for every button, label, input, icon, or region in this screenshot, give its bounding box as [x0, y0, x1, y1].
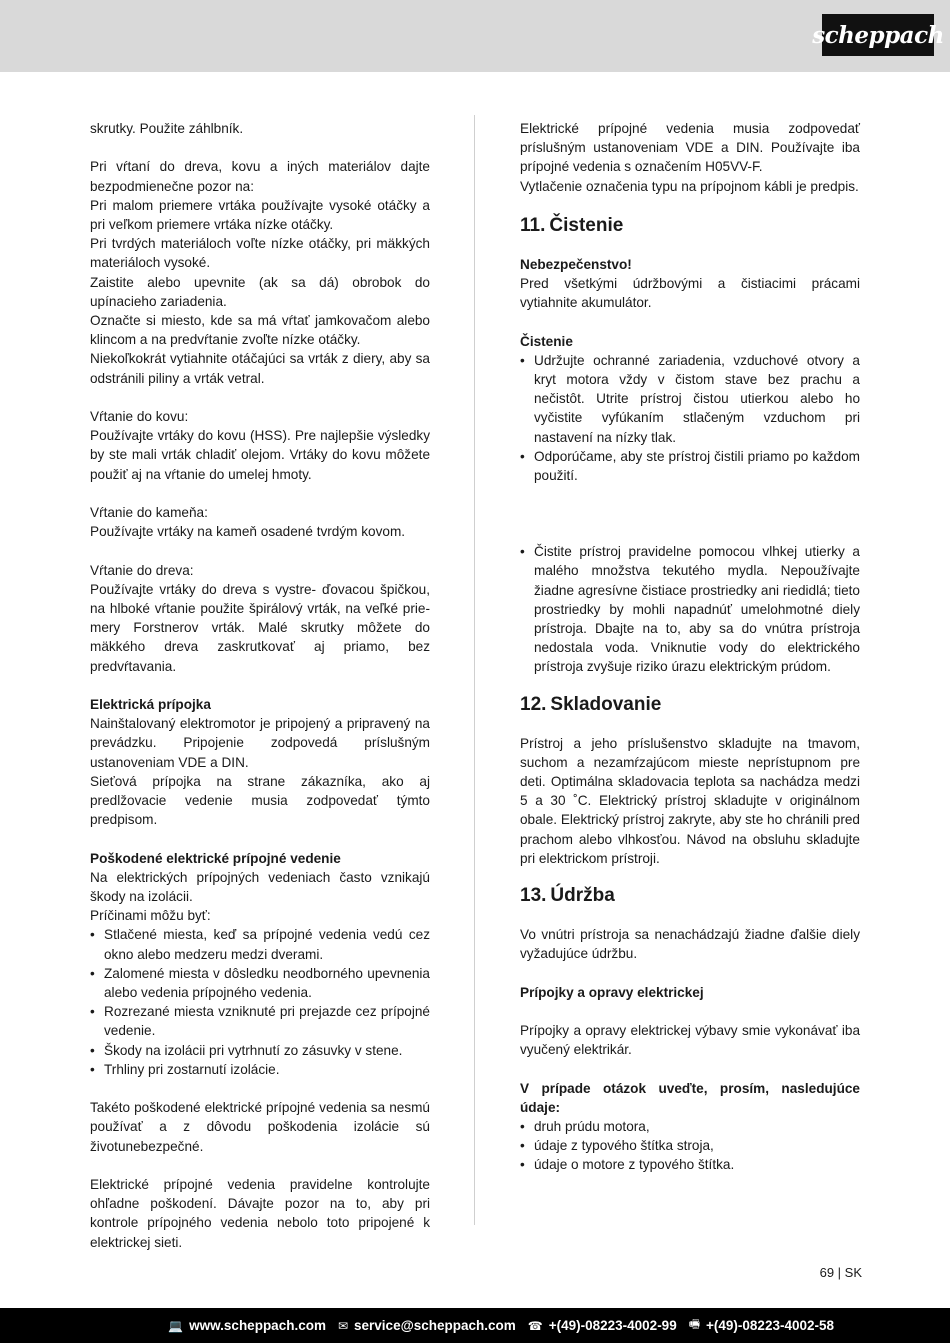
footer-phone [528, 1318, 677, 1333]
fax-icon: 🖷 [688, 1317, 701, 1331]
subheading: Vŕtanie do kovu: [90, 409, 189, 425]
list-item: • Rozrezané miesta vzniknuté pri prejazde cez prípojné vedenie. [90, 1002, 430, 1040]
paragraph: Sieťová prípojka na strane zákazníka, ako aj predlžovacie vedenie musia zodpovedať týmto predpisom. [90, 773, 430, 828]
computer-icon: 💻 [168, 1318, 184, 1333]
list-item: • údaje z typového štítka stroja, [520, 1136, 860, 1155]
paragraph: Používajte vrtáky do dreva s vystre- ďovacou špičkou, na hlboké vŕtanie použite špirálový vrták, na veľké prie-mery Forstnerov vrták. Malé skrutky môžete do mäkkého dreva zaskrutkovať aj priamo, bez predvŕtavania. [90, 581, 430, 674]
website-link[interactable]: www.scheppach.com [189, 1318, 326, 1333]
subsection-title: V prípade otázok uveďte, prosím, nasledujúce údaje: [520, 1080, 860, 1115]
section-title: Čistenie [549, 214, 624, 236]
bullet-list [520, 1117, 860, 1175]
section-title: Elektrická prípojka [90, 697, 211, 713]
paragraph: Niekoľkokrát vytiahnite otáčajúci sa vrták z diery, aby sa odstránili piliny a vrták vetral. [90, 351, 430, 386]
paragraph: Označte si miesto, kde sa má vŕtať jamkovačom alebo klincom a na predvŕtanie zvoľte nízke otáčky. [90, 313, 430, 348]
list-item: • Trhliny pri zostarnutí izolácie. [90, 1060, 430, 1079]
subsection-title: Čistenie [520, 333, 573, 349]
paragraph: Používajte vrtáky na kameň osadené tvrdým kovom. [90, 524, 406, 540]
section-number: 11. [520, 214, 546, 236]
paragraph: Príčinami môžu byť: [90, 908, 211, 924]
danger-title: Nebezpečenstvo! [520, 256, 632, 272]
section-heading-maintenance [520, 884, 860, 908]
section-number: 13. [520, 885, 547, 907]
subsection-title: Prípojky a opravy elektrickej [520, 984, 704, 1000]
list-item: • druh prúdu motora, [520, 1117, 860, 1136]
paragraph: Pri malom priemere vrtáka používajte vysoké otáčky a pri veľkom priemere vrtáka nízke otáčky. [90, 197, 430, 232]
paragraph: Pred všetkými údržbovými a čistiacimi prácami vytiahnite akumulátor. [520, 276, 860, 311]
section-number: 12. [520, 693, 547, 715]
list-item: • Udržujte ochranné zariadenia, vzduchové otvory a kryt motora vždy v čistom stave bez prachu a nečistôt. Utrite prístroj čistou utierkou alebo ho vyčistite vyfúkaním stlačeným vzduchom pri nastavení na nízky tlak. [520, 351, 860, 447]
paragraph: Takéto poškodené elektrické prípojné vedenia sa nesmú používať a z dôvodu poškodenia izolácie sú životunebezpečné. [90, 1100, 430, 1154]
phone-number: +(49)-08223-4002-99 [548, 1318, 677, 1333]
paragraph: Vytlačenie označenia typu na prípojnom kábli je predpis. [520, 178, 859, 194]
right-column [520, 119, 860, 1175]
paragraph: Nainštalovaný elektromotor je pripojený a pripravený na prevádzku. Pripojenie zodpovedá príslušným ustanoveniam VDE a DIN. [90, 716, 430, 770]
paragraph: Elektrické prípojné vedenia pravidelne kontrolujte ohľadne poškodení. Dávajte pozor na to, aby pri kontrole prípojného vedenia nebolo toto pripojené k elektrickej sieti. [90, 1177, 430, 1250]
subheading: Vŕtanie do kameňa: [90, 505, 208, 521]
footer-website[interactable] [168, 1318, 326, 1333]
paragraph: Používajte vrtáky do kovu (HSS). Pre najlepšie výsledky by ste mali vrták chladiť olejom. Vrtáky do kovu môžete použiť aj na vŕtanie do umelej hmoty. [90, 428, 430, 482]
mail-icon: ✉ [337, 1318, 349, 1333]
section-title: Poškodené elektrické prípojné vedenie [90, 850, 341, 866]
section-title: Údržba [550, 885, 615, 907]
paragraph: Na elektrických prípojných vedeniach často vznikajú škody na izolácii. [90, 869, 430, 905]
list-item: • Zalomené miesta v dôsledku neodborného upevnenia alebo vedenia prípojného vedenia. [90, 964, 430, 1002]
list-item: • Stlačené miesta, keď sa prípojné vedenia vedú cez okno alebo medzeru medzi dverami. [90, 925, 430, 963]
header-bar [0, 0, 950, 72]
paragraph: Prípojky a opravy elektrickej výbavy smie vykonávať iba vyučený elektrikár. [520, 1023, 860, 1058]
footer-email[interactable] [338, 1318, 516, 1333]
bullet-list [90, 925, 430, 1079]
page-number: 69 | SK [819, 1265, 862, 1280]
list-item: • Škody na izolácii pri vytrhnutí zo zásuvky v stene. [90, 1041, 430, 1060]
list-item: • Čistite prístroj pravidelne pomocou vlhkej utierky a malého množstva tekutého mydla. Nepoužívajte žiadne agresívne čistiace prostriedky ani riedidlá; tieto prostriedky by mohli napadnúť umelohmotné diely prístroja. Dbajte na to, aby sa do vnútra prístroja nedostala voda. Vniknutie vody do elektrického prístroja zvyšuje riziko úrazu elektrickým prúdom. [520, 542, 860, 676]
email-link[interactable]: service@scheppach.com [354, 1318, 516, 1333]
list-item: • údaje o motore z typového štítka. [520, 1155, 860, 1174]
paragraph: Pri vŕtaní do dreva, kovu a iných materiálov dajte bezpodmienečne pozor na: [90, 159, 430, 194]
section-heading-storage [520, 693, 860, 717]
paragraph: skrutky. Použite záhlbník. [90, 121, 244, 136]
subheading: Vŕtanie do dreva: [90, 562, 194, 578]
phone-icon: ☎ [527, 1318, 543, 1333]
footer-fax [689, 1315, 834, 1336]
bullet-list [520, 542, 860, 676]
section-title: Skladovanie [550, 693, 662, 715]
paragraph: Prístroj a jeho príslušenstvo skladujte na tmavom, suchom a nezamŕzajúcom mieste neprístupnom pre deti. Optimálna skladovacia teplota sa nachádza medzi 5 a 30 ˚C. Elektrický prístroj skladujte v originálnom obale. Elektrický prístroj zakryte, aby ste ho chránili pred prachom alebo vlhkosťou. Návod na obsluhu skladujte pri elektrickom prístroji. [520, 735, 860, 866]
scheppach-logo: scheppach [822, 14, 934, 56]
paragraph: Vo vnútri prístroja sa nenachádzajú žiadne ďalšie diely vyžadujúce údržbu. [520, 927, 860, 962]
footer-bar [0, 1308, 950, 1343]
paragraph: Pri tvrdých materiáloch voľte nízke otáčky, pri mäkkých materiáloch vysoké. [90, 236, 430, 271]
fax-number: +(49)-08223-4002-58 [706, 1318, 834, 1333]
list-item: • Odporúčame, aby ste prístroj čistili priamo po každom použití. [520, 447, 860, 485]
left-column [90, 119, 430, 1252]
paragraph: Elektrické prípojné vedenia musia zodpovedať príslušným ustanoveniam VDE a DIN. Používajte iba prípojné vedenia s označením H05VV-F. [520, 121, 860, 175]
paragraph: Zaistite alebo upevnite (ak sa dá) obrobok do upínacieho zariadenia. [90, 274, 430, 309]
bullet-list [520, 351, 860, 485]
section-heading-cleaning [520, 214, 860, 238]
column-divider [474, 115, 475, 1225]
